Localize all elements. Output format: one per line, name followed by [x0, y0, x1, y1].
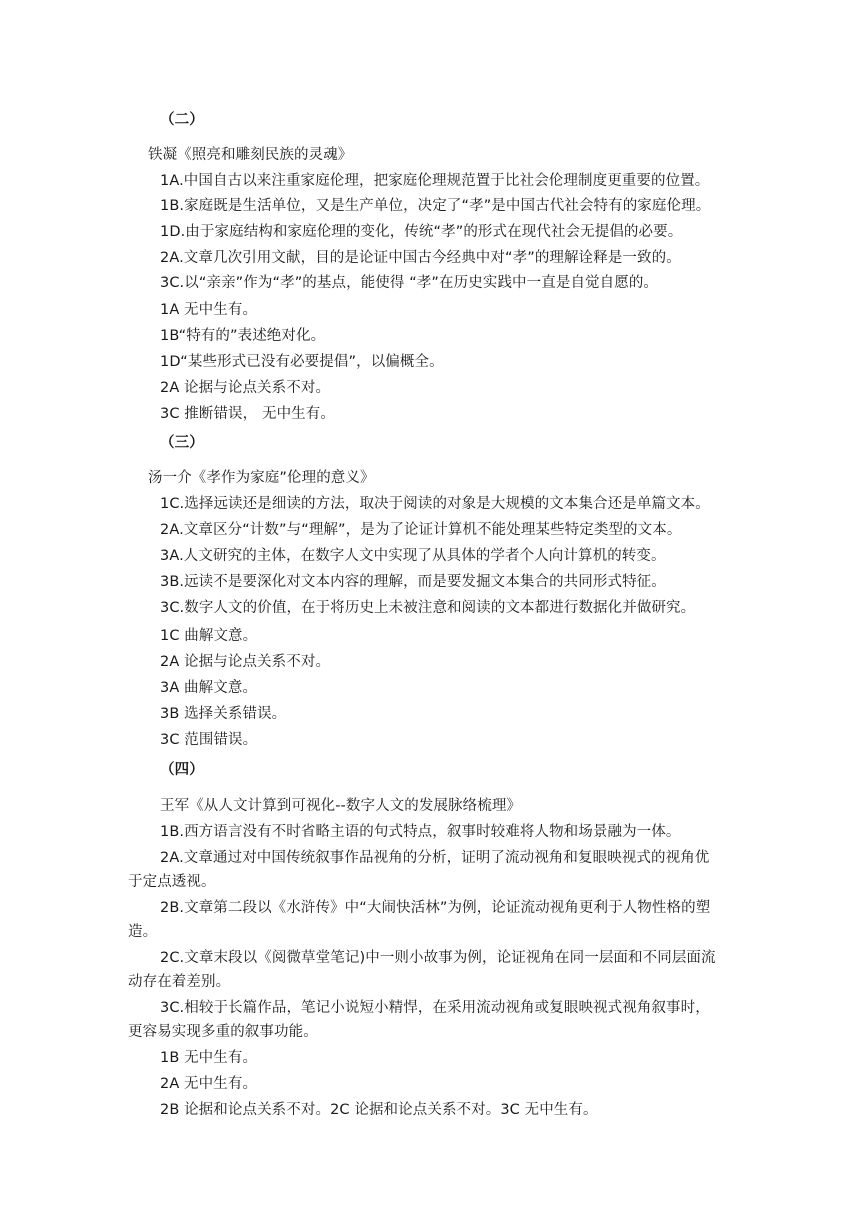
statement: 1C.选择远读还是细读的方法，取决于阅读的对象是大规模的文本集合还是单篇文本。	[160, 496, 710, 512]
statement: 1A.中国自古以来注重家庭伦理，把家庭伦理规范置于比社会伦理制度更重要的位置。	[160, 173, 710, 189]
note: 1B“特有的”表述绝对化。	[160, 328, 326, 344]
statement-continuation: 动存在着差别。	[128, 974, 231, 990]
note: 3A 曲解文意。	[160, 680, 258, 696]
note: 3C 范围错误。	[160, 732, 258, 748]
statement-continuation: 于定点透视。	[128, 874, 216, 890]
statement: 2A.文章区分“计数”与“理解”，是为了论证计算机不能处理某些特定类型的文本。	[160, 522, 682, 538]
section-heading-3: （三）	[160, 435, 204, 451]
section-heading-4: （四）	[160, 762, 204, 778]
statement: 3A.人文研究的主体，在数字人文中实现了从具体的学者个人向计算机的转变。	[160, 548, 666, 564]
note: 2A 无中生有。	[160, 1076, 258, 1092]
source-title: 铁凝《照亮和雕刻民族的灵魂》	[148, 147, 353, 163]
statement: 2B.文章第二段以《水浒传》中“大闹快活林”为例，论证流动视角更利于人物性格的塑	[160, 900, 711, 916]
statement: 3B.远读不是要深化对文本内容的理解，而是要发掘文本集合的共同形式特征。	[160, 574, 666, 590]
note: 2A 论据与论点关系不对。	[160, 380, 331, 396]
note: 3C 推断错误， 无中生有。	[160, 406, 335, 422]
note: 2A 论据与论点关系不对。	[160, 654, 331, 670]
note: 1B 无中生有。	[160, 1050, 258, 1066]
statement: 3C.相较于长篇作品，笔记小说短小精悍，在采用流动视角或复眼映视式视角叙事时，	[160, 1000, 710, 1016]
statement-continuation: 更容易实现多重的叙事功能。	[128, 1024, 318, 1040]
statement: 1D.由于家庭结构和家庭伦理的变化，传统“孝”的形式在现代社会无提倡的必要。	[160, 224, 683, 240]
section-heading-2: （二）	[160, 112, 204, 128]
statement: 2C.文章末段以《阅微草堂笔记)中一则小故事为例，论证视角在同一层面和不同层面流	[160, 950, 716, 966]
note: 1A 无中生有。	[160, 302, 258, 318]
note: 1C 曲解文意。	[160, 628, 258, 644]
note: 3B 选择关系错误。	[160, 706, 287, 722]
source-title: 汤一介《孝作为家庭”伦理的意义》	[148, 470, 375, 486]
source-title: 王军《从人文计算到可视化--数字人文的发展脉络梳理》	[160, 798, 522, 814]
statement: 3C.以“亲亲”作为“孝”的基点，能使得 “孝”在历史实践中一直是自觉自愿的。	[160, 275, 659, 291]
note: 2B 论据和论点关系不对。2C 论据和论点关系不对。3C 无中生有。	[160, 1102, 598, 1118]
statement: 3C.数字人文的价值，在于将历史上未被注意和阅读的文本都进行数据化并做研究。	[160, 600, 696, 616]
statement-continuation: 造。	[128, 924, 158, 940]
statement: 2A.文章几次引用文献，目的是论证中国古今经典中对“孝”的理解诠释是一致的。	[160, 250, 681, 266]
statement: 1B.家庭既是生活单位，又是生产单位，决定了“孝”是中国古代社会特有的家庭伦理。	[160, 198, 711, 214]
note: 1D“某些形式已没有必要提倡”，以偏概全。	[160, 354, 444, 370]
statement: 1B.西方语言没有不时省略主语的句式特点，叙事时较难将人物和场景融为一体。	[160, 824, 681, 840]
statement: 2A.文章通过对中国传统叙事作品视角的分析，证明了流动视角和复眼映视式的视角优	[160, 850, 710, 866]
